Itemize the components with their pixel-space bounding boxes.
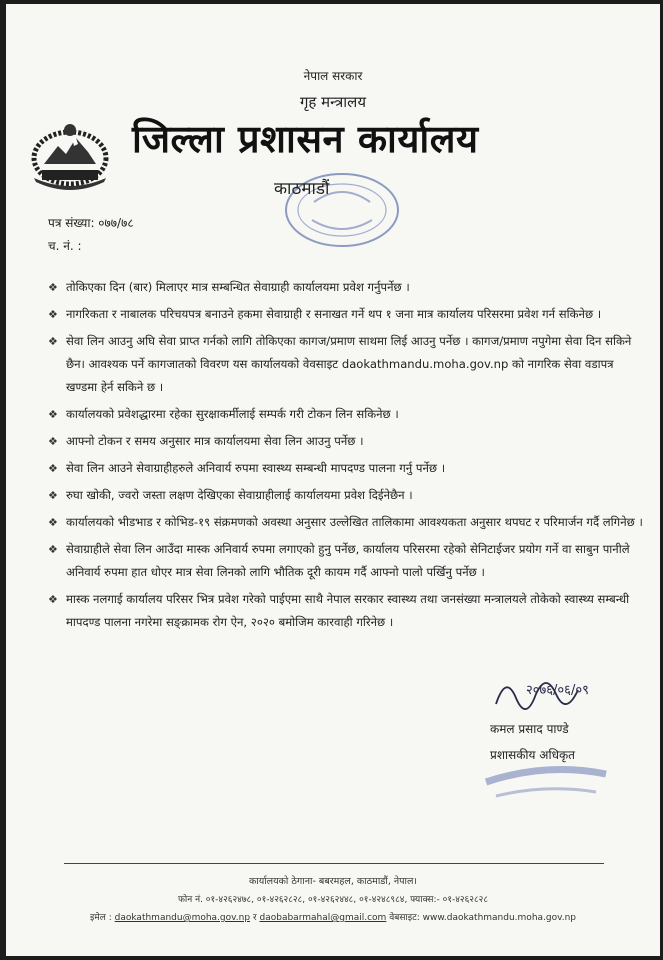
email-label: इमेल : (89, 913, 112, 923)
signer-name: कमल प्रसाद पाण्डे (490, 722, 569, 736)
notice-item: ❖ रुघा खोकी, ज्वरो जस्ता लक्षण देखिएका सेवाग्राहीलाई कार्यालयमा प्रवेश दिईनेछैन । (46, 484, 646, 507)
letter-number: पत्र संख्या: ०७७/७८ (48, 216, 134, 230)
notice-item: ❖ तोकिएका दिन (बार) मिलाएर मात्र सम्बन्धित सेवाग्राही कार्यालयमा प्रवेश गर्नुपर्नेछ । (46, 276, 646, 299)
email-link-secondary[interactable]: daobabarmahal@gmail.com (259, 913, 387, 923)
district-name: काठमाडौं (274, 179, 330, 199)
website-label: वेबसाइट: (389, 913, 420, 923)
diamond-bullet-icon: ❖ (48, 489, 58, 502)
email-separator: र (252, 913, 257, 923)
diamond-bullet-icon: ❖ (48, 308, 58, 321)
ministry-name: गृह मन्त्रालय (299, 93, 367, 111)
website-link[interactable]: www.daokathmandu.moha.gov.np (422, 913, 577, 923)
government-name: नेपाल सरकार (303, 69, 363, 83)
handwritten-signature (486, 664, 636, 714)
office-contacts (6, 910, 660, 923)
diamond-bullet-icon: ❖ (48, 462, 58, 475)
footer-divider (64, 863, 604, 864)
signer-title: प्रशासकीय अधिकृत (490, 748, 576, 762)
diamond-bullet-icon: ❖ (48, 435, 58, 448)
notice-item: ❖ मास्क नलगाई कार्यालय परिसर भित्र प्रवेश गरेको पाईएमा साथै नेपाल सरकार स्वास्थ्य तथा जनसंख्या मन्त्रालयले तोकेको स्वास्थ्य सम्बन्धी मापदण्ड पालना नगरेमा सङ्क्रामक रोग ऐन, २०२० बमोजिम कारवाही गरिनेछ । (46, 588, 646, 634)
email-link-primary[interactable]: daokathmandu@moha.gov.np (114, 913, 251, 923)
office-address: कार्यालयको ठेगाना- बबरमहल, काठमाडौं, नेपाल। (248, 876, 418, 887)
diamond-bullet-icon: ❖ (48, 593, 58, 606)
notice-item: ❖ सेवा लिन आउने सेवाग्राहीहरुले अनिवार्य रुपमा स्वास्थ्य सम्बन्धी मापदण्ड पालना गर्नु पर्नेछ । (46, 457, 646, 480)
notice-item: ❖ सेवा लिन आउनु अघि सेवा प्राप्त गर्नको लागि तोकिएका कागज/प्रमाण साथमा लिई आउनु पर्नेछ । कागज/प्रमाण नपुगेमा सेवा दिन सकिने छैन। आवश्यक पर्ने कागजातको विवरण यस कार्यालयको वेवसाइट daokathmandu.moha.gov.np को नागरिक सेवा वडापत्र खण्डमा हेर्न सकिने छ । (46, 330, 646, 399)
diamond-bullet-icon: ❖ (48, 408, 58, 421)
nepal-emblem-icon (28, 120, 112, 192)
notice-document (6, 4, 660, 956)
officer-stamp (476, 744, 616, 814)
signature-date: २०७६/०६/०९ (526, 683, 589, 698)
diamond-bullet-icon: ❖ (48, 543, 58, 556)
dispatch-number: च. नं. : (48, 239, 82, 253)
notice-item: ❖ कार्यालयको भीडभाड र कोभिड-१९ संक्रमणको अवस्था अनुसार उल्लेखित तालिकामा आवश्यकता अनुसार थपघट र परिमार्जन गर्दै लगिनेछ । (46, 511, 646, 534)
notice-item: ❖ आफ्नो टोकन र समय अनुसार मात्र कार्यालयमा सेवा लिन आउनु पर्नेछ । (46, 430, 646, 453)
diamond-bullet-icon: ❖ (48, 281, 58, 294)
notice-item: ❖ कार्यालयको प्रवेशद्धारमा रहेका सुरक्षाकर्मीलाई सम्पर्क गरी टोकन लिन सकिनेछ । (46, 403, 646, 426)
notice-item: ❖ सेवाग्राहीले सेवा लिन आउँदा मास्क अनिवार्य रुपमा लगाएको हुनु पर्नेछ, कार्यालय परिसरमा रहेको सेनिटाईजर प्रयोग गर्ने वा साबुन पानीले अनिवार्य रुपमा हात धोएर मात्र सेवा लिनको लागि भौतिक दूरी कायम गर्दै आफ्नो पालो पर्खिनु पर्नेछ । (46, 538, 646, 584)
diamond-bullet-icon: ❖ (48, 335, 58, 348)
notice-item: ❖ नागरिकता र नाबालक परिचयपत्र बनाउने हकमा सेवाग्राही र सनाखत गर्ने थप १ जना मात्र कार्यालय परिसरमा प्रवेश गर्न सकिनेछ । (46, 303, 646, 326)
diamond-bullet-icon: ❖ (48, 516, 58, 529)
office-phones: फोन नं. ०१-४२६२४७८, ०१-४२६२८२८, ०१-४२६२४४८, ०१-४२४८९८४, फ्याक्स:- ०१-४२६२८२८ (177, 895, 489, 905)
office-title: जिल्ला प्रशासन कार्यालय (132, 117, 479, 161)
notice-list (46, 276, 646, 638)
